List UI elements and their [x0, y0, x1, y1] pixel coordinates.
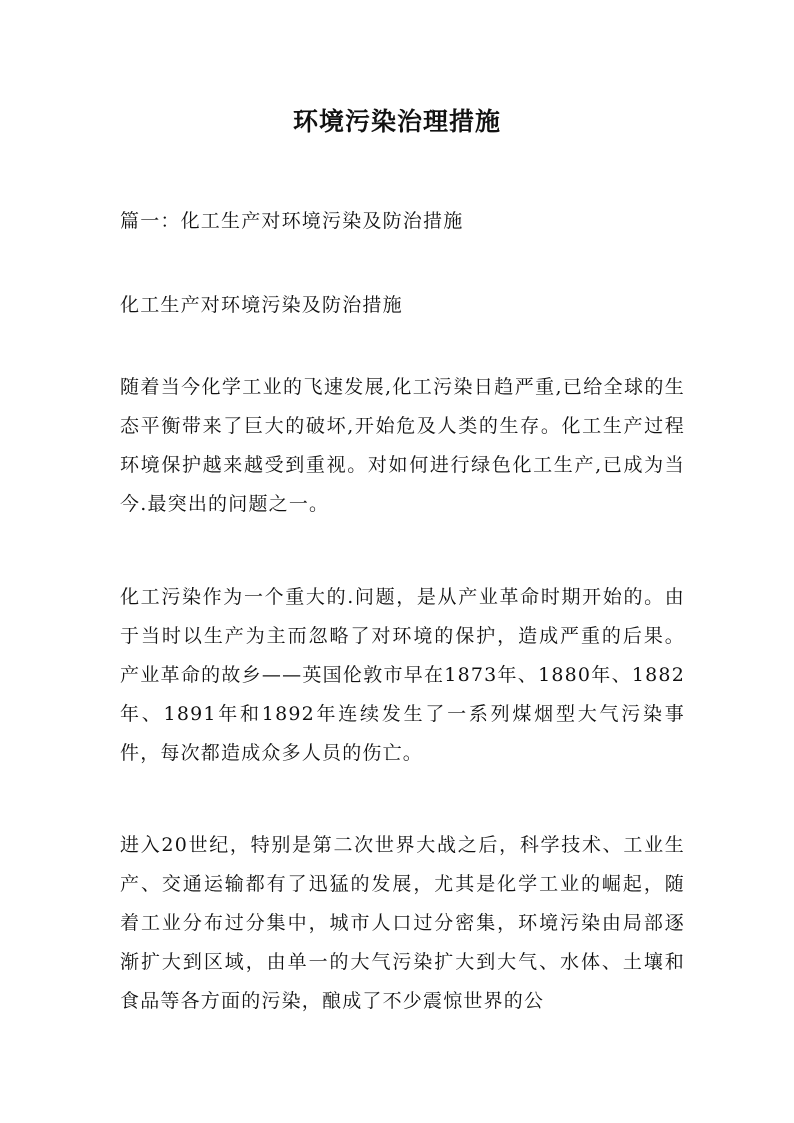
paragraph-2: 化工污染作为一个重大的.问题，是从产业革命时期开始的。由于当时以生产为主而忽略了对环境的保护，造成严重的后果。产业革命的故乡——英国伦敦市早在1873年、1880年、1882年、1891年和1892年连续发生了一系列煤烟型大气污染事件，每次都造成众多人员的伤亡。: [120, 586, 685, 764]
section-heading: 篇一：化工生产对环境污染及防治措施: [120, 210, 464, 232]
paragraph-3: 进入20世纪，特别是第二次世界大战之后，科学技术、工业生产、交通运输都有了迅猛的发展，尤其是化学工业的崛起，随着工业分布过分集中，城市人口过分密集，环境污染由局部逐渐扩大到区域，由单一的大气污染扩大到大气、水体、土壤和食品等各方面的污染，酿成了不少震惊世界的公: [120, 834, 685, 1012]
document-title: 环境污染治理措施: [292, 107, 501, 136]
sub-heading: 化工生产对环境污染及防治措施: [120, 294, 403, 316]
paragraph-1: 随着当今化学工业的飞速发展,化工污染日趋严重,已给全球的生态平衡带来了巨大的破坏,开始危及人类的生存。化工生产过程环境保护越来越受到重视。对如何进行绿色化工生产,已成为当今.最突出的问题之一。: [120, 376, 685, 515]
